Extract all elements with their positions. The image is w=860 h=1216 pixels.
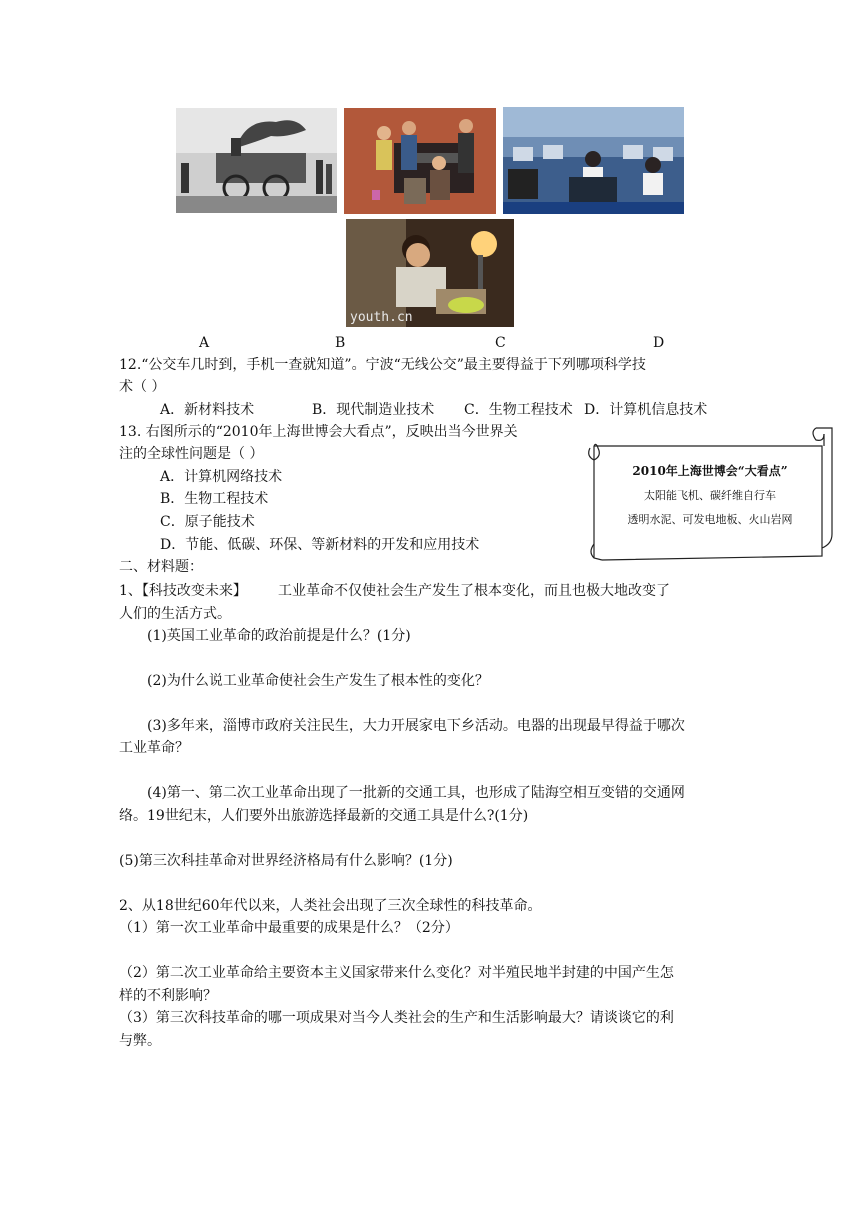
- m1-question-5: (5)第三次科挂革命对世界经济格局有什么影响？(1分): [119, 853, 453, 869]
- q12-stem-line2: 术（ ）: [119, 379, 166, 395]
- image-label-b: B: [335, 335, 346, 351]
- m1-question-2: (2)为什么说工业革命使社会生产发生了根本性的变化？: [147, 673, 489, 689]
- photo-b-people-jeep: [344, 108, 496, 214]
- photo-a-steam-locomotive: [176, 108, 337, 213]
- image-label-a: A: [199, 335, 210, 351]
- q13-stem-line1: 13. 右图所示的“2010年上海世博会大看点”，反映出当今世界关: [119, 424, 518, 440]
- q13-option-b: B．生物工程技术: [160, 491, 269, 507]
- people-with-jeep-photo-icon: [344, 108, 496, 214]
- photo-d-man-eating-noodles: [346, 219, 514, 327]
- scroll-title: 2010年上海世博会“大看点”: [632, 464, 788, 478]
- q12-stem-line1: 12.“公交车几时到，手机一查就知道”。宁波“无线公交”最主要得益于下列哪项科学技: [119, 357, 646, 373]
- q13-option-c: C．原子能技术: [160, 514, 255, 530]
- scroll-line2: 透明水泥、可发电地板、火山岩网: [627, 513, 793, 526]
- m1-question-4-line2: 络。19世纪末，人们要外出旅游选择最新的交通工具是什么?(1分): [119, 808, 529, 824]
- m2-question-2-line2: 样的不利影响？: [119, 988, 217, 1004]
- m2-question-1: （1）第一次工业革命中最重要的成果是什么？（2分）: [119, 920, 459, 936]
- m1-question-3-line1: (3)多年来，淄博市政府关注民生，大力开展家电下乡活动。电器的出现最早得益于哪次: [147, 718, 685, 734]
- q12-option-c: C．生物工程技术: [464, 402, 573, 418]
- image-label-c: C: [495, 335, 506, 351]
- photo-watermark: youth.cn: [350, 310, 413, 325]
- expo-scroll-box: [584, 426, 836, 566]
- photo-c-computer-classroom: [503, 107, 684, 214]
- m1-intro-line1: 1、【科技改变未来】 工业革命不仅使社会生产发生了根本变化，而且也极大地改变了: [119, 583, 671, 599]
- m2-question-2-line1: （2）第二次工业革命给主要资本主义国家带来什么变化？对半殖民地半封建的中国产生怎: [119, 965, 674, 981]
- m1-question-1: (1)英国工业革命的政治前提是什么？(1分): [147, 628, 411, 644]
- m2-question-3-line2: 与弊。: [119, 1033, 161, 1049]
- q12-option-a: A．新材料技术: [160, 402, 255, 418]
- computer-classroom-photo-icon: [503, 107, 684, 214]
- m2-intro: 2、从18世纪60年代以来，人类社会出现了三次全球性的科技革命。: [119, 898, 542, 914]
- m1-intro-line2: 人们的生活方式。: [119, 606, 231, 622]
- q12-option-b: B．现代制造业技术: [312, 402, 435, 418]
- q12-option-d: D．计算机信息技术: [584, 402, 708, 418]
- steam-locomotive-photo-icon: [176, 108, 337, 213]
- q13-option-d: D．节能、低碳、环保、等新材料的开发和应用技术: [160, 537, 480, 553]
- q13-stem-line2: 注的全球性问题是（ ）: [119, 446, 264, 462]
- m1-question-3-line2: 工业革命？: [119, 740, 189, 756]
- m2-question-3-line1: （3）第三次科技革命的哪一项成果对当今人类社会的生产和生活影响最大？请谈谈它的利: [119, 1010, 674, 1026]
- section2-heading: 二、材料题：: [119, 559, 203, 575]
- q13-option-a: A．计算机网络技术: [160, 469, 283, 485]
- m1-question-4-line1: (4)第一、第二次工业革命出现了一批新的交通工具，也形成了陆海空相互变错的交通网: [147, 785, 685, 801]
- scroll-line1: 太阳能飞机、碳纤维自行车: [644, 489, 776, 502]
- image-label-d: D: [653, 335, 665, 351]
